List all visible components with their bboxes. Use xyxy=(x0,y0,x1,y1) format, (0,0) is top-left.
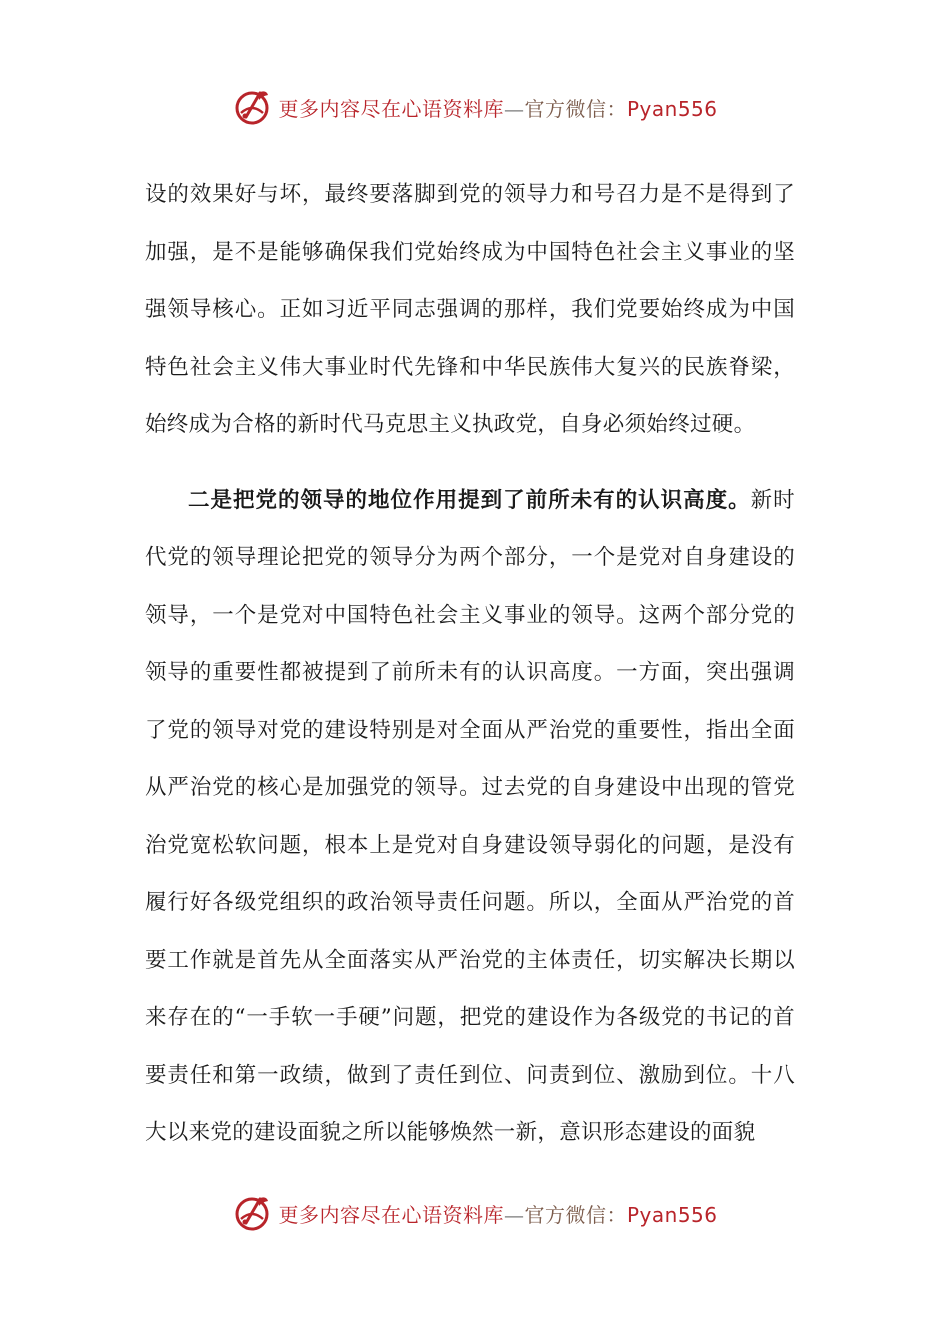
banner-text xyxy=(278,1199,717,1228)
book-quill-logo-icon xyxy=(232,87,272,127)
banner-dash: — xyxy=(503,1202,525,1227)
banner-dash: — xyxy=(503,96,525,121)
banner-wechat-id: Pyan556 xyxy=(626,96,718,121)
banner-wechat-label: 官方微信： xyxy=(524,1202,627,1227)
header-banner xyxy=(0,84,950,130)
book-quill-logo-icon xyxy=(232,1193,272,1233)
paragraph-1: 设的效果好与坏，最终要落脚到党的领导力和号召力是不是得到了加强，是不是能够确保我们党始终成为中国特色社会主义事业的坚强领导核心。正如习近平同志强调的那样，我们党要始终成为中国特色社会主义伟大事业时代先锋和中华民族伟大复兴的民族脊梁，始终成为合格的新时代马克思主义执政党，自身必须始终过硬。 xyxy=(145,182,795,437)
footer-banner xyxy=(0,1190,950,1236)
banner-wechat-label: 官方微信： xyxy=(524,96,627,121)
banner-main-text: 更多内容尽在心语资料库 xyxy=(278,96,504,121)
paragraph-2-text: 新时代党的领导理论把党的领导分为两个部分，一个是党对自身建设的领导，一个是党对中国特色社会主义事业的领导。这两个部分党的领导的重要性都被提到了前所未有的认识高度。一方面，突出强调了党的领导对党的建设特别是对全面从严治党的重要性，指出全面从严治党的核心是加强党的领导。过去党的自身建设中出现的管党治党宽松软问题，根本上是党对自身建设领导弱化的问题，是没有履行好各级党组织的政治领导责任问题。所以，全面从严治党的首要工作就是首先从全面落实从严治党的主体责任，切实解决长期以来存在的“一手软一手硬”问题，把党的建设作为各级党的书记的首要责任和第一政绩，做到了责任到位、问责到位、激励到位。十八大以来党的建设面貌之所以能够焕然一新，意识形态建设的面貌 xyxy=(145,487,795,1145)
banner-main-text: 更多内容尽在心语资料库 xyxy=(278,1202,504,1227)
banner-text xyxy=(278,93,717,122)
banner-wechat-id: Pyan556 xyxy=(626,1202,718,1227)
paragraph-2-lead: 二是把党的领导的地位作用提到了前所未有的认识高度。 xyxy=(188,487,751,513)
paragraph-2 xyxy=(145,472,795,1162)
document-body xyxy=(145,166,795,1162)
